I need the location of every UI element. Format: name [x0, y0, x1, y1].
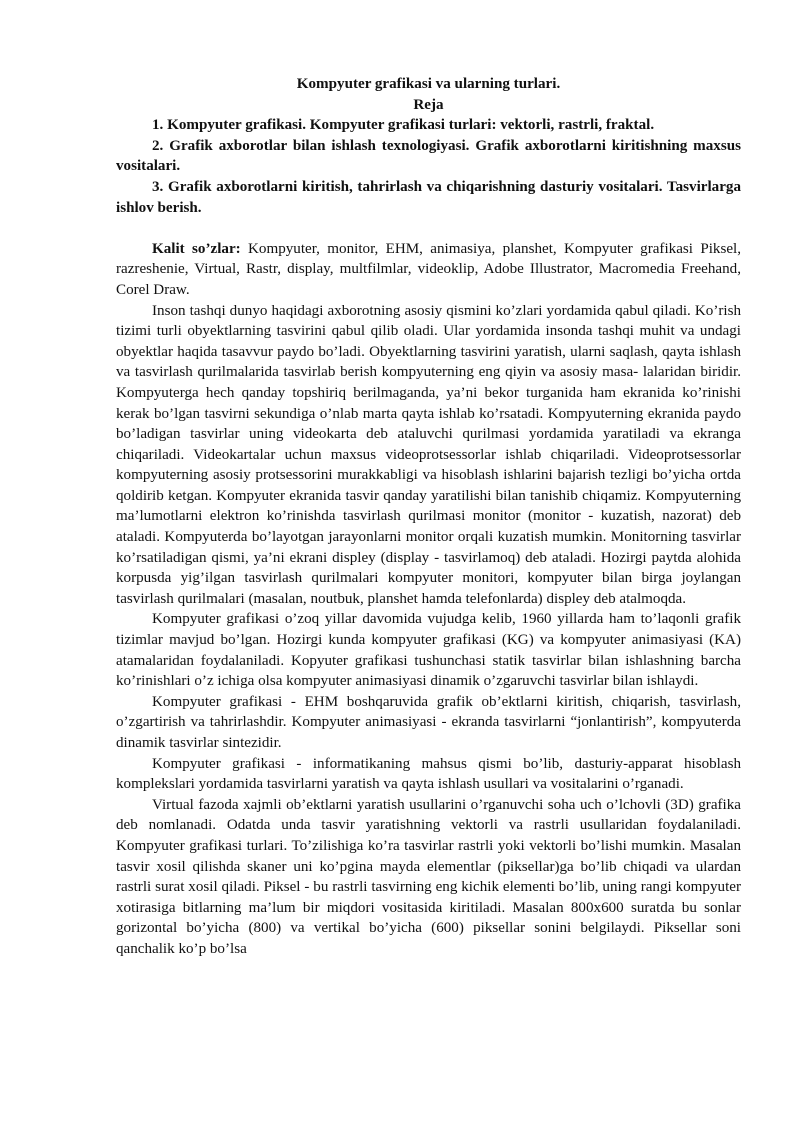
body-paragraph-2: Kompyuter grafikasi o’zoq yillar davomida vujudga kelib, 1960 yillarda ham to’laqonli grafik tizimlar mavjud bo’lgan. Hozirgi kunda kompyuter grafikasi (KG) va kompyuter animasiyasi (KA) atamalaridan foydalaniladi. Kopyuter grafikasi tushunchasi statik tasvirlar bilan ishlashning barcha ko’rinishlari o’z ichiga olsa kompyuter animasiyasi dinamik o’zgaruvchi tasvirlar bilan ishlaydi.	[116, 611, 741, 690]
plan-heading: Reja	[413, 96, 444, 113]
plan-item-2: 2. Grafik axborotlar bilan ishlash texnologiyasi. Grafik axborotlarni kiritishning maxsus vositalari.	[116, 137, 741, 175]
body-paragraph-3: Kompyuter grafikasi - EHM boshqaruvida grafik ob’ektlarni kiritish, chiqarish, tasvirlash, o’zgartirish va tahrirlashdir. Kompyuter animasiyasi - ekranda tasvirlarni “jonlantirish”, kompyuterda dinamik tasvirlar sintezidir.	[116, 693, 741, 751]
document-page	[116, 74, 741, 960]
plan-item-3: 3. Grafik axborotlarni kiritish, tahrirlash va chiqarishning dasturiy vositalari. Tasvirlarga ishlov berish.	[116, 178, 741, 216]
body-paragraph-1: Inson tashqi dunyo haqidagi axborotning asosiy qismini ko’zlari yordamida qabul qiladi. Ko’rish tizimi turli obyektlarning tasvirini qabul qilib oladi. Ular yordamida insonda tashqi muhit va undagi obyektlar haqida tasavvur paydo bo’ladi. Obyektlarning tasvirini yaratish, ularni saqlash, qayta ishlash va tasvirlash qurilmalarida tasvirlab berish kompyuterning eng qiyin va asosiy masa- lalaridan biridir. Kompyuterga hech qanday topshiriq berilmaganda, ya’ni bekor turganida ham ekranida ko’rinishi kerak bo’lgan tasvirni sekundiga o’nlab marta qayta ishlab ko’rsatadi. Kompyuterning ekranida paydo bo’ladigan tasvirlar uning videokarta deb ataluvchi qurilmasi yordamida yaratiladi va ekranga chiqariladi. Videokartalar uchun maxsus videoprotsessorlar ishlab chiqariladi. Videoprotsessorlar kompyuterning asosiy protsessorini murakkabligi va hisoblash ishlarini bajarish tezligi bo’yicha ortda qoldirib ketgan. Kompyuter ekranida tasvir qanday yaratilishi bilan tanishib chiqamiz. Kompyuterning ma’lumotlarni elektron ko’rinishda tasvirlash qurilmasi monitor (monitor - kuzatish, nazorat) deb ataladi. Kompyuterda bo’layotgan jarayonlarni monitor orqali kuzatish mumkin. Monitorning tasvirlar ko’rsatiladigan qismi, ya’ni ekrani displey (display - tasvirlamoq) deb ataladi. Hozirgi paytda alohida korpusda yig’ilgan tasvirlash qurilmalari kompyuter monitori, kompyuter bilan birga joylangan tasvirlash qurilmalari (masalan, noutbuk, planshet hamda telefonlarda) displey deb atalmoqda.	[116, 302, 741, 607]
keywords-paragraph	[116, 239, 741, 301]
document-title: Kompyuter grafikasi va ularning turlari.	[296, 76, 561, 92]
plan-item-1: 1. Kompyuter grafikasi. Kompyuter grafikasi turlari: vektorli, rastrli, fraktal.	[152, 117, 655, 134]
body-paragraph-4: Kompyuter grafikasi - informatikaning mahsus qismi bo’lib, dasturiy-apparat hisoblash komplekslari yordamida tasvirlarni yaratish va qayta ishlash usullari va vositalarini o’rganadi.	[116, 755, 741, 793]
keywords-text: Kompyuter, monitor, EHM, animasiya, planshet, Kompyuter grafikasi Piksel, razreshenie, Virtual, Rastr, display, multfilmlar, videoklip, Adobe Illustrator, Macromedia Freehand, Corel Draw.	[116, 240, 741, 298]
keywords-label: Kalit so’zlar:	[152, 240, 241, 257]
body-paragraph-5: Virtual fazoda xajmli ob’ektlarni yaratish usullarini o’rganuvchi soha uch o’lchovli (3D) grafika deb nomlanadi. Odatda unda tasvir yaratishning vektorli va rastrli usullaridan foydalaniladi. Kompyuter grafikasi turlari. To’zilishiga ko’ra tasvirlar rastrli yoki vektorli bo’lishi mumkin. Masalan tasvir xosil qilishda skaner uni ko’pgina mayda elementlar (piksellar)ga bo’lib chiqadi va ulardan rastrli surat xosil qiladi. Piksel - bu rastrli tasvirning eng kichik elementi bo’lib, uning rangi kompyuter xotirasiga bitlarning ma’lum bir miqdori vositasida kiritiladi. Masalan 800x600 suratda bu sonlar gorizontal bo’yicha (800) va vertikal bo’yicha (600) piksellar sonini belgilaydi. Piksellar soni qanchalik ko’p bo’lsa	[116, 796, 741, 957]
spacer	[116, 218, 741, 239]
